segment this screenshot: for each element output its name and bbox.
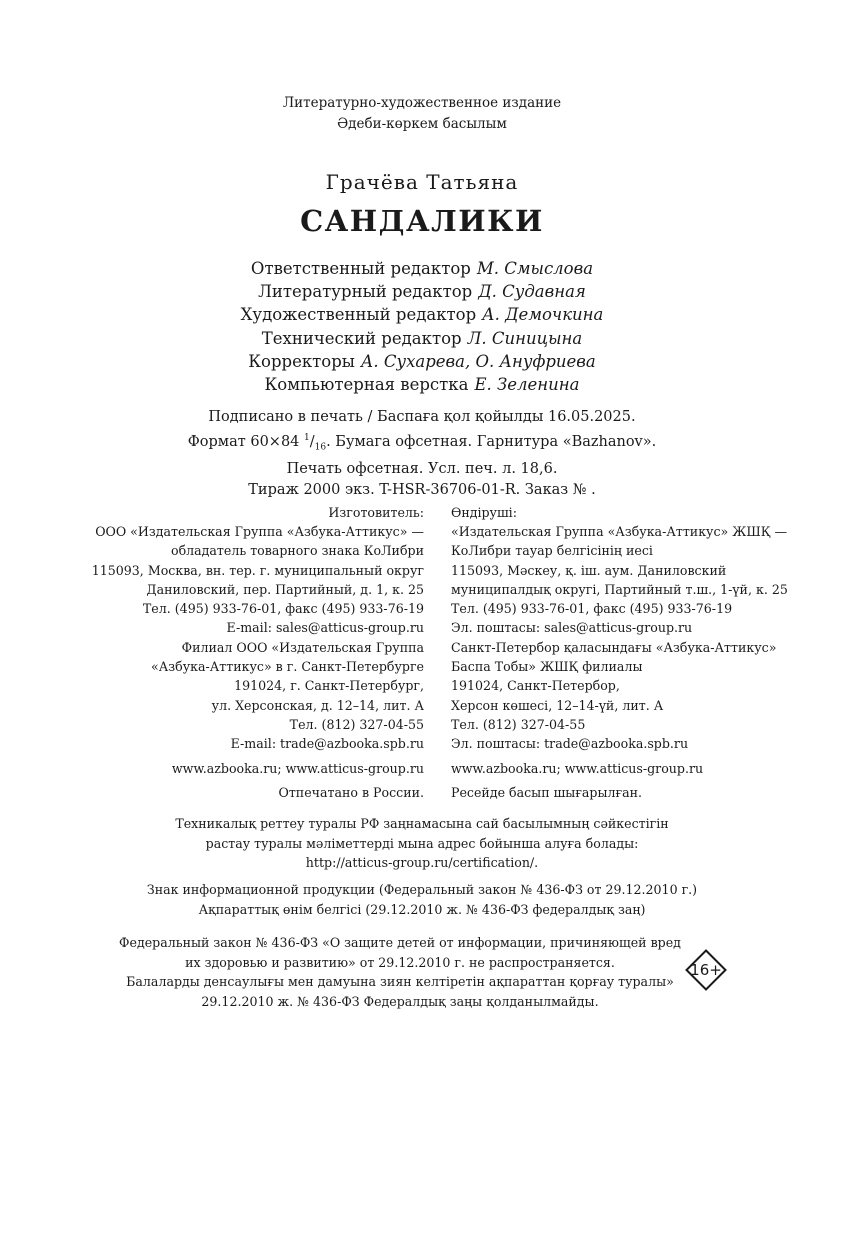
age-rating-label: 16+: [690, 961, 722, 979]
branch-ru: [151, 638, 424, 753]
credit-name: А. Демочкина: [482, 305, 604, 325]
manufacturer-ru: [92, 503, 424, 637]
credit-name: Д. Судавная: [478, 282, 586, 302]
branch-ru-line: Филиал ООО «Издательская Группа: [181, 640, 424, 655]
branch-kz-line: Санкт-Петербор қаласындағы «Азбука-Аттикус»: [451, 640, 777, 655]
format-numerator: 1: [304, 433, 310, 443]
genre-block: [0, 93, 844, 135]
credit-role: Корректоры: [248, 351, 355, 371]
credit-name: Л. Синицына: [467, 328, 583, 348]
credit-name: А. Сухарева, О. Ануфриева: [360, 351, 596, 371]
book-title: САНДАЛИКИ: [300, 204, 544, 238]
branch-ru-line: E-mail: trade@azbooka.spb.ru: [230, 736, 424, 752]
web-kz: www.azbooka.ru; www.atticus-group.ru: [451, 761, 704, 776]
certification-line: растау туралы мәліметтерді мына адрес бойынша алуға болады:: [205, 835, 639, 851]
print-run: Тираж 2000 экз. T-HSR-36706-01-R. Заказ № .: [248, 481, 596, 498]
credit-role: Компьютерная верстка: [264, 375, 469, 395]
format-suffix: . Бумага офсетная. Гарнитура «Bazhanov».: [326, 433, 657, 450]
manufacturer-ru-line: Тел. (495) 933-76-01, факс (495) 933-76-19: [142, 601, 424, 617]
law-line: их здоровью и развитию» от 29.12.2010 г. не распространяется.: [185, 954, 615, 970]
branch-kz-line: Баспа Тобы» ЖШҚ филиалы: [451, 659, 643, 675]
branch-kz-line: Херсон көшесі, 12–14-үй, лит. А: [451, 697, 664, 713]
format-line: Формат 60×84 $^1/_{16}$. Бумага офсетная. Гарнитура «Bazhanov».: [187, 433, 657, 453]
manufacturer-kz-line: «Издательская Группа «Азбука-Аттикус» ЖШҚ —: [451, 524, 788, 540]
law-line: Федеральный закон № 436-ФЗ «О защите детей от информации, причиняющей вред: [119, 935, 681, 950]
law-line: Балаларды денсаулығы мен дамуына зиян келтіретін ақпараттан қорғау туралы»: [126, 974, 674, 989]
credit-role: Художественный редактор: [240, 305, 477, 325]
info-product-sign: [0, 880, 844, 919]
branch-kz-line: Тел. (812) 327-04-55: [451, 716, 586, 732]
credit-line: [0, 373, 844, 396]
info-sign-line: Ақпараттық өнім белгісі (29.12.2010 ж. № 436-ФЗ федералдық заң): [198, 901, 646, 917]
credit-role: Технический редактор: [261, 328, 462, 348]
branch-ru-line: ул. Херсонская, д. 12–14, лит. А: [211, 697, 424, 713]
author-name: Грачёва Татьяна: [325, 170, 519, 194]
manufacturer-kz-line: муниципалдық округі, Партийный т.ш., 1-үй, к. 25: [451, 581, 788, 597]
manufacturer-kz-line: Эл. поштасы: sales@atticus-group.ru: [451, 620, 693, 636]
manufacturer-ru-line: обладатель товарного знака КоЛибри: [170, 543, 424, 559]
printed-ru: Отпечатано в России.: [278, 785, 424, 800]
signed-date: Подписано в печать / Баспаға қол қойылды 16.05.2025.: [208, 409, 636, 425]
branch-kz: [451, 638, 776, 753]
branch-ru-line: Тел. (812) 327-04-55: [289, 716, 424, 732]
certification-line: Техникалық реттеу туралы РФ заңнамасына сай басылымның сәйкестігін: [175, 816, 669, 831]
branch-ru-line: «Азбука-Аттикус» в г. Санкт-Петербурге: [151, 659, 424, 675]
manufacturer-ru-line: Даниловский, пер. Партийный, д. 1, к. 25: [146, 581, 424, 597]
credit-line: [0, 327, 844, 350]
certification-note: [0, 814, 844, 873]
credit-line: [0, 280, 844, 303]
manufacturer-ru-line: 115093, Москва, вн. тер. г. муниципальный округ: [91, 562, 424, 578]
manufacturer-kz-line: Тел. (495) 933-76-01, факс (495) 933-76-19: [451, 601, 733, 617]
manufacturer-kz: [451, 503, 788, 637]
credit-name: М. Смыслова: [476, 259, 594, 278]
manufacturer-kz-line: КоЛибри тауар белгісінің иесі: [451, 543, 653, 559]
credit-line: [0, 257, 844, 280]
web-ru: www.azbooka.ru; www.atticus-group.ru: [171, 761, 424, 776]
credit-line: [0, 303, 844, 326]
credit-role: Ответственный редактор: [250, 259, 471, 278]
law-line: 29.12.2010 ж. № 436-ФЗ Федералдық заңы қолданылмайды.: [201, 993, 599, 1009]
format-denominator: 16: [314, 442, 327, 453]
credit-name: Е. Зеленина: [474, 375, 580, 395]
credit-line: [0, 350, 844, 373]
credits-list: [0, 257, 844, 396]
print-method: Печать офсетная. Усл. печ. л. 18,6.: [286, 460, 558, 477]
printed-kz: Ресейде басып шығарылған.: [451, 785, 643, 800]
branch-kz-line: 191024, Санкт-Петербор,: [451, 678, 620, 694]
age-rating-diamond-icon: [685, 949, 727, 991]
credit-role: Литературный редактор: [258, 282, 473, 302]
manufacturer-kz-line: Өндіруші:: [451, 505, 517, 520]
manufacturer-kz-line: 115093, Мәскеу, қ. іш. аум. Даниловский: [451, 562, 727, 578]
manufacturer-ru-line: E-mail: sales@atticus-group.ru: [226, 620, 424, 636]
genre-kz: Әдеби-көркем басылым: [337, 116, 507, 132]
manufacturer-ru-line: ООО «Издательская Группа «Азбука-Аттикус» —: [95, 524, 424, 540]
certification-url: http://atticus-group.ru/certification/.: [305, 855, 539, 870]
format-prefix: Формат 60×84: [187, 433, 300, 450]
branch-kz-line: Эл. поштасы: trade@azbooka.spb.ru: [451, 736, 689, 752]
manufacturer-ru-line: Изготовитель:: [328, 505, 424, 520]
print-info: [0, 407, 844, 501]
info-sign-line: Знак информационной продукции (Федеральный закон № 436-ФЗ от 29.12.2010 г.): [146, 882, 698, 897]
genre-ru: Литературно-художественное издание: [282, 95, 562, 111]
branch-ru-line: 191024, г. Санкт-Петербург,: [234, 678, 424, 694]
